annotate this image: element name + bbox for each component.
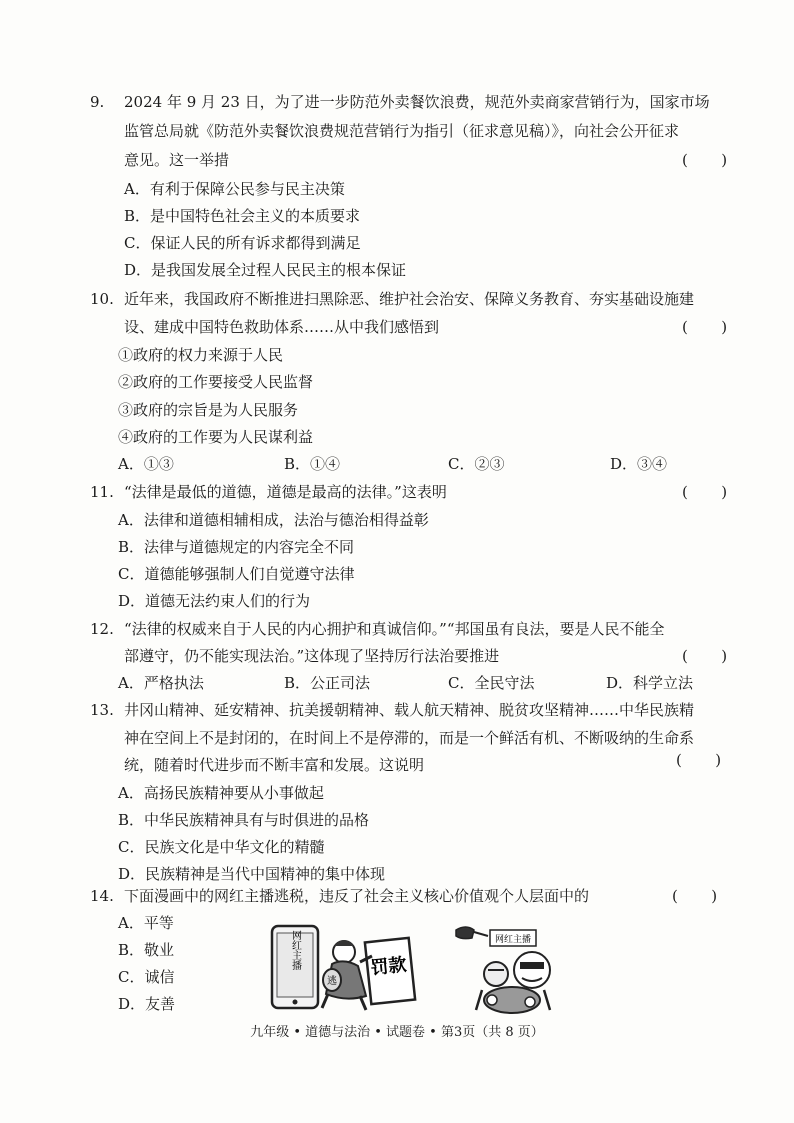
question-11-option-c: C．道德能够强制人们自觉遵守法律 bbox=[118, 565, 355, 583]
question-9-number: 9. bbox=[90, 93, 105, 111]
question-12-stem-line-1: “法律的权威来自于人民的内心拥护和真诚信仰。”“邦国虽有良法，要是人民不能全 bbox=[124, 620, 665, 638]
page-footer: 九年级 • 道德与法治 • 试题卷 • 第3页（共 8 页） bbox=[250, 1025, 544, 1040]
question-14-option-c: C．诚信 bbox=[118, 968, 175, 986]
question-13-number: 13. bbox=[90, 701, 114, 719]
label-tag-text: 网红主播 bbox=[494, 935, 532, 945]
question-10-stem-line-1: 近年来，我国政府不断推进扫黑除恶、维护社会治安、保障义务教育、夯实基础设施建 bbox=[124, 290, 695, 308]
question-10-option-b: B．①④ bbox=[284, 455, 341, 473]
question-11-option-d: D．道德无法约束人们的行为 bbox=[118, 592, 311, 610]
question-9-stem-line-1: 2024 年 9 月 23 日，为了进一步防范外卖餐饮浪费，规范外卖商家营销行为，国家市场 bbox=[124, 93, 710, 111]
question-10-item-4: ④政府的工作要为人民谋利益 bbox=[118, 428, 314, 446]
question-11-option-b: B．法律与道德规定的内容完全不同 bbox=[118, 538, 355, 556]
question-12-option-b: B．公正司法 bbox=[284, 674, 371, 692]
question-11-number: 11. bbox=[90, 483, 114, 501]
bag-label: 逃 bbox=[327, 976, 337, 987]
question-13-option-d: D．民族精神是当代中国精神的集中体现 bbox=[118, 865, 386, 883]
question-14-option-d: D．友善 bbox=[118, 995, 176, 1013]
question-9-option-c: C．保证人民的所有诉求都得到满足 bbox=[124, 234, 361, 252]
fine-sign-label: 罚款 bbox=[369, 954, 408, 979]
question-13-stem-line-2: 神在空间上不是封闭的，在时间上不是停滞的，而是一个鲜活有机、不断吸纳的生命系 bbox=[124, 729, 695, 747]
question-14-number: 14. bbox=[90, 887, 114, 905]
question-10-item-1: ①政府的权力来源于人民 bbox=[118, 346, 284, 364]
question-11-stem-line-1: “法律是最低的道德，道德是最高的法律。”这表明 bbox=[124, 483, 447, 501]
question-10-option-c: C．②③ bbox=[448, 455, 505, 473]
question-9-stem-line-3: 意见。这一举措 bbox=[124, 151, 230, 169]
question-10-answer-blank: ( ) bbox=[682, 318, 728, 336]
question-10-number: 10. bbox=[90, 290, 114, 308]
question-12-number: 12. bbox=[90, 620, 114, 638]
question-9-option-a: A．有利于保障公民参与民主决策 bbox=[124, 180, 345, 198]
cartoon-left-illustration bbox=[268, 922, 418, 1014]
question-14-stem-line-1: 下面漫画中的网红主播逃税，违反了社会主义核心价值观个人层面中的 bbox=[124, 887, 590, 905]
question-13-stem-line-1: 井冈山精神、延安精神、抗美援朝精神、载人航天精神、脱贫攻坚精神……中华民族精 bbox=[124, 701, 695, 719]
question-9-option-d: D．是我国发展全过程人民民主的根本保证 bbox=[124, 261, 407, 279]
question-9-stem-line-2: 监管总局就《防范外卖餐饮浪费规范营销行为指引（征求意见稿）》，向社会公开征求 bbox=[124, 122, 680, 140]
question-14-option-a: A．平等 bbox=[118, 914, 174, 932]
question-13-option-b: B．中华民族精神具有与时俱进的品格 bbox=[118, 811, 370, 829]
question-13-option-a: A．高扬民族精神要从小事做起 bbox=[118, 784, 324, 802]
question-14-answer-blank: ( ) bbox=[672, 887, 718, 905]
question-12-option-d: D．科学立法 bbox=[606, 674, 694, 692]
question-13-option-c: C．民族文化是中华文化的精髓 bbox=[118, 838, 325, 856]
question-10-stem-line-2: 设、建成中国特色救助体系……从中我们感悟到 bbox=[124, 318, 440, 336]
question-10-item-3: ③政府的宗旨是为人民服务 bbox=[118, 401, 299, 419]
question-10-option-d: D．③④ bbox=[610, 455, 668, 473]
question-13-stem-line-3: 统，随着时代进步而不断丰富和发展。这说明 bbox=[124, 756, 425, 774]
question-12-answer-blank: ( ) bbox=[682, 647, 728, 665]
question-14-option-b: B．敬业 bbox=[118, 941, 175, 959]
question-11-answer-blank: ( ) bbox=[682, 483, 728, 501]
phone-label: 网红主播 bbox=[289, 930, 301, 970]
question-12-option-c: C．全民守法 bbox=[448, 674, 535, 692]
question-12-stem-line-2: 部遵守，仍不能实现法治。”这体现了坚持厉行法治要推进 bbox=[124, 647, 500, 665]
question-13-answer-blank: ( ) bbox=[676, 751, 722, 769]
question-10-option-a: A．①③ bbox=[118, 455, 174, 473]
question-9-option-b: B．是中国特色社会主义的本质要求 bbox=[124, 207, 361, 225]
question-10-item-2: ②政府的工作要接受人民监督 bbox=[118, 373, 314, 391]
cartoon-right-illustration bbox=[452, 920, 564, 1016]
question-11-option-a: A．法律和道德相辅相成，法治与德治相得益彰 bbox=[118, 511, 429, 529]
question-9-answer-blank: ( ) bbox=[682, 151, 728, 169]
question-12-option-a: A．严格执法 bbox=[118, 674, 204, 692]
